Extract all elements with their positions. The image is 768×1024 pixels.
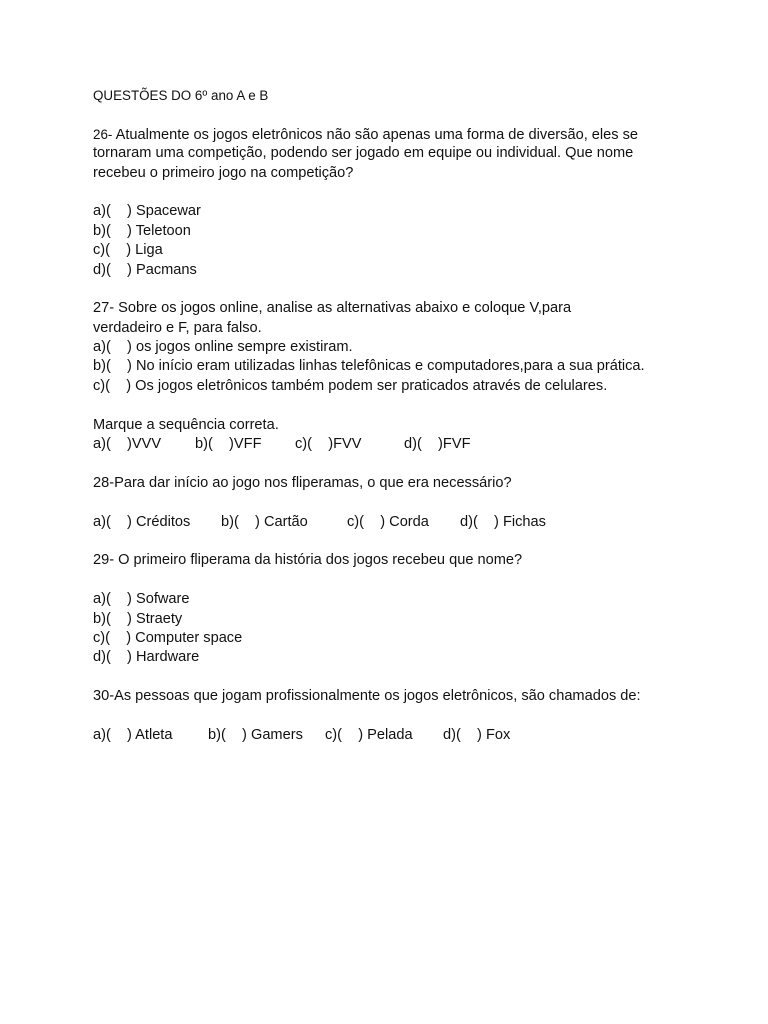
question-28	[93, 474, 693, 532]
question-26-line-3: recebeu o primeiro jogo na competição?	[93, 164, 354, 181]
spacer	[93, 707, 693, 726]
spacer	[93, 183, 693, 202]
question-27-statement-b: b)( ) No início eram utilizadas linhas telefônicas e computadores,para a sua prática.	[93, 358, 645, 375]
question-30-option-d: d)( ) Fox	[443, 726, 511, 743]
question-26-line-1	[93, 125, 693, 144]
question-28-options	[93, 513, 693, 532]
question-26-option-d: d)( ) Pacmans	[93, 261, 197, 278]
question-26-line-2: tornaram uma competição, podendo ser jogado em equipe ou individual. Que nome	[93, 145, 634, 162]
spacer	[93, 454, 693, 473]
document-title: QUESTÕES DO 6º ano A e B	[93, 88, 269, 103]
question-29-option-c: c)( ) Computer space	[93, 629, 243, 646]
question-26-option-a: a)( ) Spacewar	[93, 203, 201, 220]
question-27-prompt: Marque a sequência correta.	[93, 416, 279, 433]
question-27-option-c: c)( )FVV	[295, 436, 362, 453]
question-27-options	[93, 435, 693, 454]
question-30-option-c: c)( ) Pelada	[325, 726, 413, 743]
question-26-line-1-text: Atualmente os jogos eletrônicos não são apenas uma forma de diversão, eles se	[112, 126, 639, 143]
question-29-option-d: d)( ) Hardware	[93, 649, 200, 666]
spacer	[93, 493, 693, 512]
question-26-option-c: c)( ) Liga	[93, 242, 163, 259]
question-29	[93, 551, 693, 667]
question-30-option-b: b)( ) Gamers	[208, 726, 303, 743]
question-29-option-b: b)( ) Straety	[93, 610, 183, 627]
question-27-line-2: verdadeiro e F, para falso.	[93, 319, 262, 336]
question-27-statement-a: a)( ) os jogos online sempre existiram.	[93, 339, 353, 356]
question-28-option-b: b)( ) Cartão	[221, 513, 308, 530]
question-30-text: 30-As pessoas que jogam profissionalmente os jogos eletrônicos, são chamados de:	[93, 688, 641, 705]
question-29-text: 29- O primeiro fliperama da história dos jogos recebeu que nome?	[93, 552, 523, 569]
spacer	[93, 396, 693, 415]
question-29-option-a: a)( ) Sofware	[93, 591, 190, 608]
question-27-option-b: b)( )VFF	[195, 436, 262, 453]
spacer	[93, 668, 693, 687]
question-30-options	[93, 726, 693, 745]
question-28-text: 28-Para dar início ao jogo nos fliperamas, o que era necessário?	[93, 474, 512, 491]
question-30-option-a: a)( ) Atleta	[93, 726, 173, 743]
question-30	[93, 687, 693, 745]
question-27-line-1: 27- Sobre os jogos online, analise as alternativas abaixo e coloque V,para	[93, 300, 572, 317]
question-27-option-d: d)( )FVF	[404, 436, 471, 453]
spacer	[93, 105, 693, 124]
document-page	[93, 86, 693, 745]
question-27-option-a: a)( )VVV	[93, 436, 162, 453]
question-27-statement-c: c)( ) Os jogos eletrônicos também podem ser praticados através de celulares.	[93, 377, 608, 394]
spacer	[93, 571, 693, 590]
question-27	[93, 299, 693, 454]
question-28-option-d: d)( ) Fichas	[460, 513, 546, 530]
spacer	[93, 280, 693, 299]
question-26-number: 26-	[93, 126, 113, 142]
question-26-option-b: b)( ) Teletoon	[93, 222, 191, 239]
question-28-option-c: c)( ) Corda	[347, 513, 429, 530]
question-28-option-a: a)( ) Créditos	[93, 513, 191, 530]
spacer	[93, 532, 693, 551]
question-26	[93, 125, 693, 280]
